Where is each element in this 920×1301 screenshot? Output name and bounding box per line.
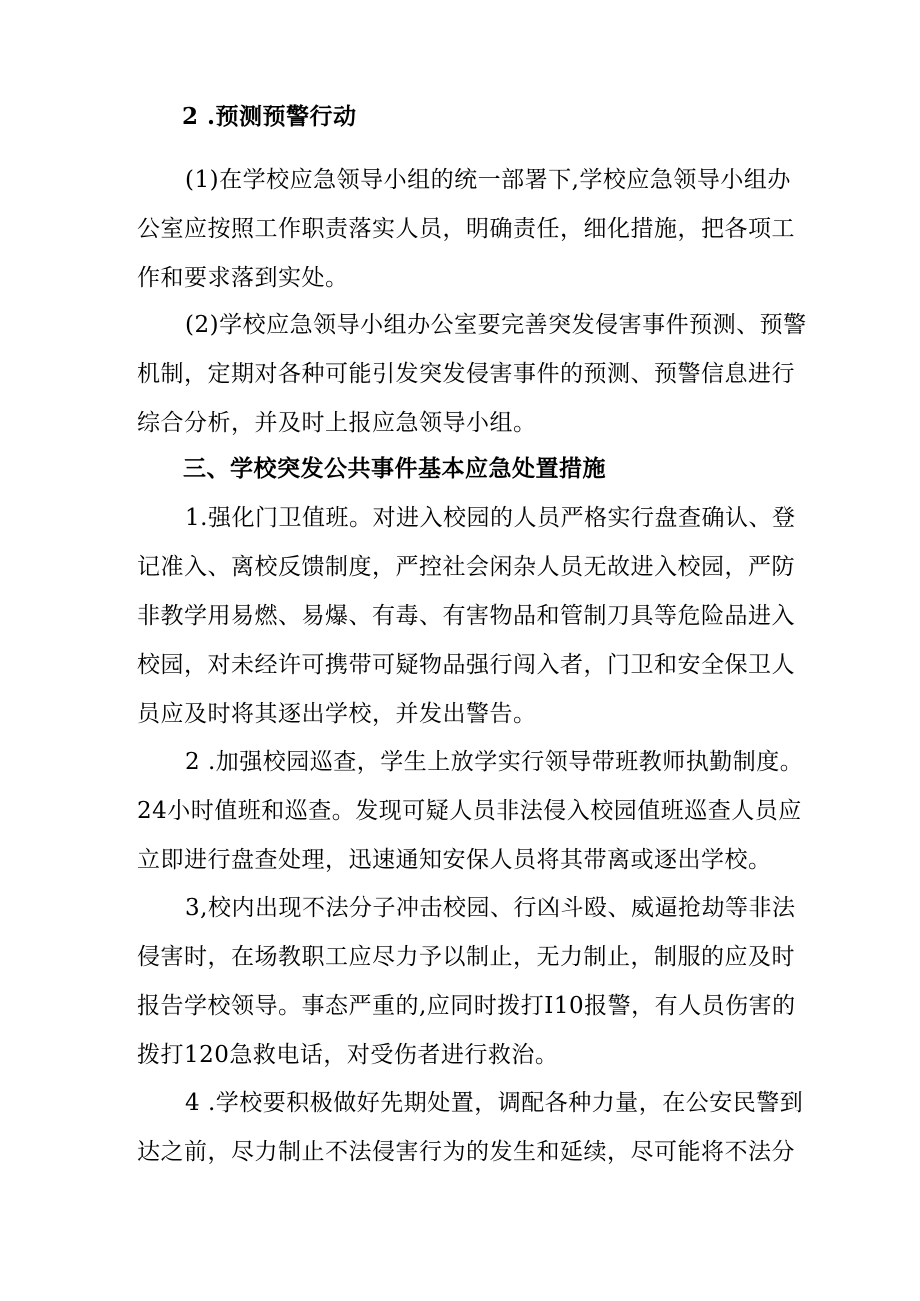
paragraph-3-line-2: 记准入、离校反馈制度，严控社会闲杂人员无故进入校园，严防 (137, 554, 795, 580)
section-heading-emergency-measures: 三、学校突发公共事件基本应急处置措施 (183, 455, 606, 482)
paragraph-5-line-2: 侵害时，在场教职工应尽力予以制止，无力制止，制服的应及时 (137, 944, 795, 970)
paragraph-4-line-2: 24小时值班和巡查。发现可疑人员非法侵入校园值班巡查人员应 (137, 798, 802, 824)
paragraph-2-line-1: (2)学校应急领导小组办公室要完善突发侵害事件预测、预警 (185, 312, 807, 338)
paragraph-5-line-1: 3,校内出现不法分子冲击校园、行凶斗殴、威逼抢劫等非法 (185, 895, 796, 921)
paragraph-2-line-3: 综合分析，并及时上报应急领导小组。 (137, 410, 537, 436)
paragraph-1-line-2: 公室应按照工作职责落实人员，明确责任，细化措施，把各项工 (137, 216, 795, 242)
paragraph-5-line-4: 拨打120急救电话，对受伤者进行救治。 (137, 1042, 559, 1068)
paragraph-3-line-3: 非教学用易燃、易爆、有毒、有害物品和管制刀具等危险品进入 (137, 603, 795, 629)
paragraph-4-line-3: 立即进行盘查处理，迅速通知安保人员将其带离或逐出学校。 (137, 847, 772, 873)
paragraph-1-line-1: (1)在学校应急领导小组的统一部署下,学校应急领导小组办 (185, 167, 791, 193)
paragraph-4-line-1: 2 .加强校园巡查，学生上放学实行领导带班教师执勤制度。 (185, 749, 804, 775)
paragraph-6-line-2: 达之前，尽力制止不法侵害行为的发生和延续，尽可能将不法分 (137, 1139, 795, 1165)
section-heading-forecast-warning: 2 .预测预警行动 (182, 103, 357, 130)
paragraph-1-line-3: 作和要求落到实处。 (137, 265, 349, 291)
paragraph-6-line-1: 4 .学校要积极做好先期处置，调配各种力量，在公安民警到 (185, 1090, 804, 1116)
paragraph-3-line-4: 校园，对未经许可携带可疑物品强行闯入者，门卫和安全保卫人 (137, 652, 795, 678)
paragraph-3-line-5: 员应及时将其逐出学校，并发出警告。 (137, 701, 537, 727)
paragraph-2-line-2: 机制，定期对各种可能引发突发侵害事件的预测、预警信息进行 (137, 361, 795, 387)
paragraph-5-line-3: 报告学校领导。事态严重的,应同时拨打I10报警，有人员伤害的 (137, 993, 796, 1019)
paragraph-3-line-1: 1.强化门卫值班。对进入校园的人员严格实行盘查确认、登 (185, 505, 796, 531)
